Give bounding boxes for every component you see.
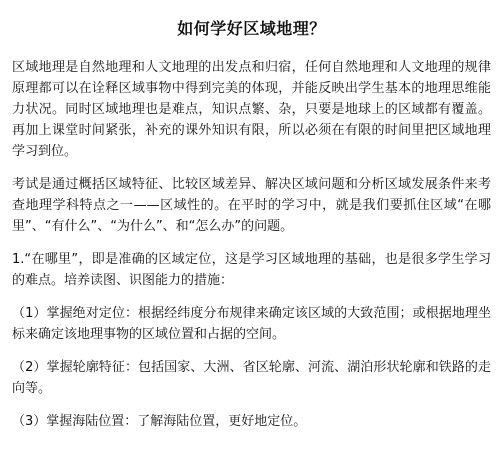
paragraph-intro: 区域地理是自然地理和人文地理的出发点和归宿，任何自然地理和人文地理的规律原理都可以在诠释区域事物中得到完美的体现，并能反映出学生基本的地理思维能力状况。同时区域地理也是难点，知识点繁、杂，只要是地球上的区域都有覆盖。再加上课堂时间紧张，补充的课外知识有限，所以必须在有限的时间里把区域地理学习到位。 xyxy=(12,60,491,159)
paragraph-where: 1.“在哪里”，即是准确的区域定位，这是学习区域地理的基础，也是很多学生学习的难点。培养读图、识图能力的措施： xyxy=(12,252,491,288)
paragraph-sea-land-position: （3）掌握海陆位置：了解海陆位置，更好地定位。 xyxy=(12,414,307,429)
paragraph-exam: 考试是通过概括区域特征、比较区域差异、解决区域问题和分析区域发展条件来考查地理学科特点之一——区域性的。在平时的学习中，就是我们要抓住区域“在哪里”、“有什么”、“为什么”、和“怎么办”的问题。 xyxy=(12,177,491,234)
paragraph-outline-features: （2）掌握轮廓特征：包括国家、大洲、省区轮廓、河流、湖泊形状轮廓和铁路的走向等。 xyxy=(12,360,491,396)
paragraph-absolute-position: （1）掌握绝对定位：根据经纬度分布规律来确定该区域的大致范围；或根据地理坐标来确定该地理事物的区域位置和占据的空间。 xyxy=(12,306,491,342)
article-title: 如何学好区域地理？ xyxy=(177,19,326,38)
